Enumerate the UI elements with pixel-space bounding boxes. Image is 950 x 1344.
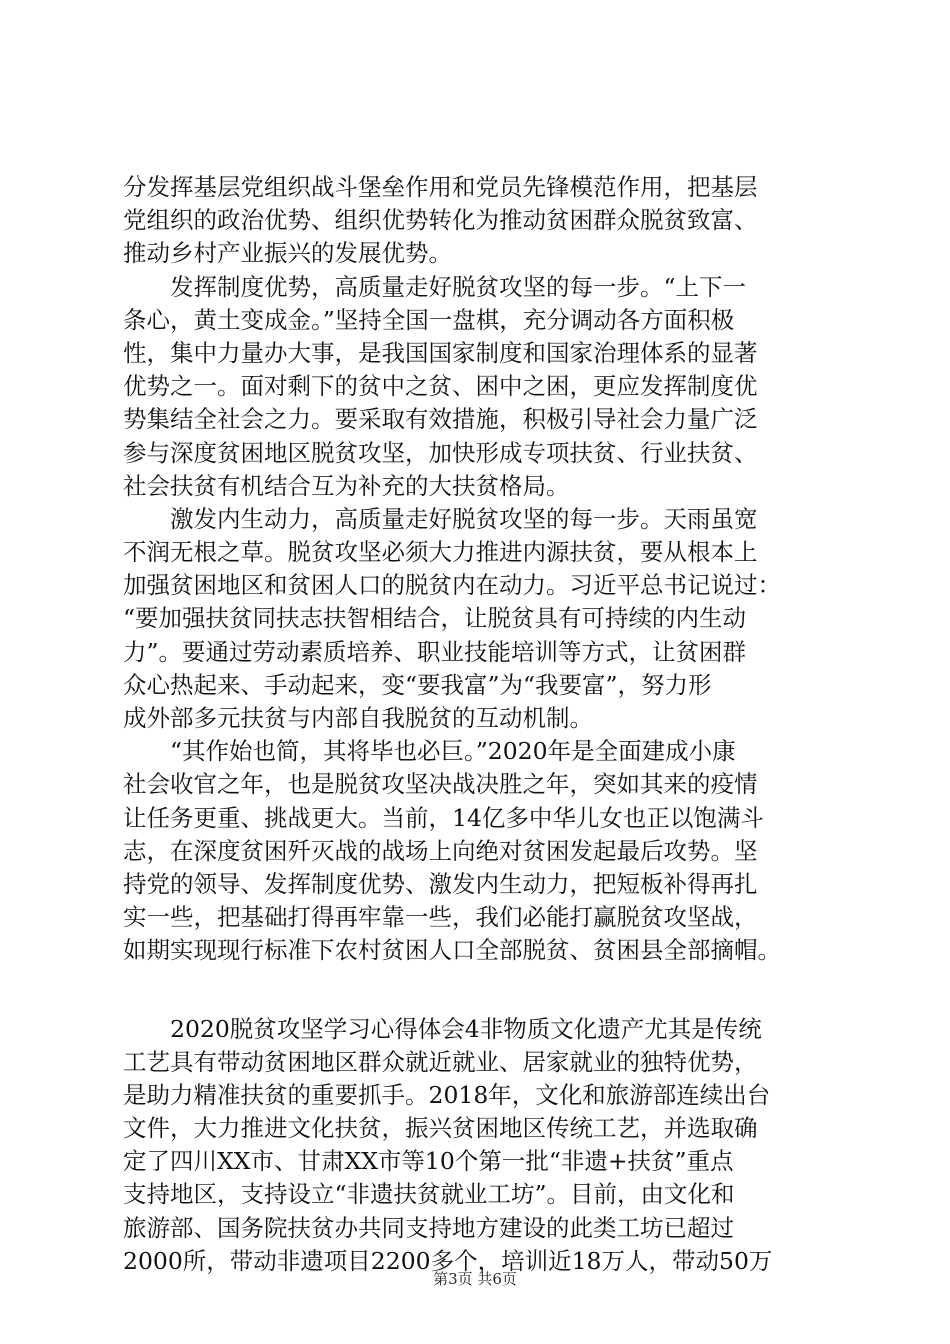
text-line: 参与深度贫困地区脱贫攻坚，加快形成专项扶贫、行业扶贫、 [123, 438, 758, 467]
text-line: 实一些，把基础打得再牢靠一些，我们必能打赢脱贫攻坚战， [123, 903, 758, 932]
text-line: 是助力精准扶贫的重要抓手。2018年，文化和旅游部连续出台 [123, 1080, 771, 1109]
text-line: 2000所，带动非遗项目2200多个，培训近18万人，带动50万 [123, 1246, 773, 1275]
text-line: 2020脱贫攻坚学习心得体会4非物质文化遗产尤其是传统 [123, 1014, 762, 1043]
text-line: 社会扶贫有机结合互为补充的大扶贫格局。 [123, 471, 570, 500]
text-line: 不润无根之草。脱贫攻坚必须大力推进内源扶贫，要从根本上 [123, 538, 758, 567]
text-line: 如期实现现行标准下农村贫困人口全部脱贫、贫困县全部摘帽。 [123, 936, 781, 965]
text-line: 众心热起来、手动起来，变“要我富”为“我要富”，努力形 [123, 670, 712, 699]
text-line: 势集结全社会之力。要采取有效措施，积极引导社会力量广泛 [123, 405, 758, 434]
text-line: 持党的领导、发挥制度优势、激发内生动力，把短板补得再扎 [123, 869, 758, 898]
text-line: 让任务更重、挑战更大。当前，14亿多中华儿女也正以饱满斗 [123, 803, 764, 832]
text-line: 性，集中力量办大事，是我国国家制度和国家治理体系的显著 [123, 338, 758, 367]
text-line: 分发挥基层党组织战斗堡垒作用和党员先锋模范作用，把基层 [123, 173, 758, 201]
text-line: 党组织的政治优势、组织优势转化为推动贫困群众脱贫致富、 [123, 206, 758, 235]
text-line: 文件，大力推进文化扶贫，振兴贫困地区传统工艺，并选取确 [123, 1114, 758, 1143]
text-line: 条心，黄土变成金。”坚持全国一盘棋，充分调动各方面积极 [123, 305, 735, 334]
text-line: “其作始也简，其将毕也必巨。”2020年是全面建成小康 [123, 737, 736, 766]
text-line: 定了四川XX市、甘肃XX市等10个第一批“非遗+扶贫”重点 [123, 1147, 734, 1176]
page-footer: 第3页 共6页 [433, 1270, 517, 1288]
text-line: 优势之一。面对剩下的贫中之贫、困中之困，更应发挥制度优 [123, 372, 758, 401]
text-line: 激发内生动力，高质量走好脱贫攻坚的每一步。天雨虽宽 [123, 504, 758, 533]
text-line: 志，在深度贫困歼灭战的战场上向绝对贫困发起最后攻势。坚 [123, 836, 758, 865]
text-line: 加强贫困地区和贫困人口的脱贫内在动力。习近平总书记说过： [123, 571, 781, 600]
text-line: 社会收官之年，也是脱贫攻坚决战决胜之年，突如其来的疫情 [123, 770, 758, 799]
text-line: 推动乡村产业振兴的发展优势。 [123, 239, 452, 268]
text-line: 旅游部、国务院扶贫办共同支持地方建设的此类工坊已超过 [123, 1213, 734, 1242]
text-line: 成外部多元扶贫与内部自我脱贫的互动机制。 [123, 704, 593, 732]
text-line: 工艺具有带动贫困地区群众就近就业、居家就业的独特优势， [123, 1047, 758, 1076]
paragraph-gap [123, 968, 843, 1013]
text-line: 发挥制度优势，高质量走好脱贫攻坚的每一步。“上下一 [123, 272, 747, 301]
body-text [123, 171, 843, 1278]
text-line: 支持地区，支持设立“非遗扶贫就业工坊”。目前，由文化和 [123, 1180, 735, 1209]
text-line: 力”。要通过劳动素质培养、职业技能培训等方式，让贫困群 [123, 637, 747, 666]
text-line: “要加强扶贫同扶志扶智相结合，让脱贫具有可持续的内生动 [123, 604, 747, 633]
